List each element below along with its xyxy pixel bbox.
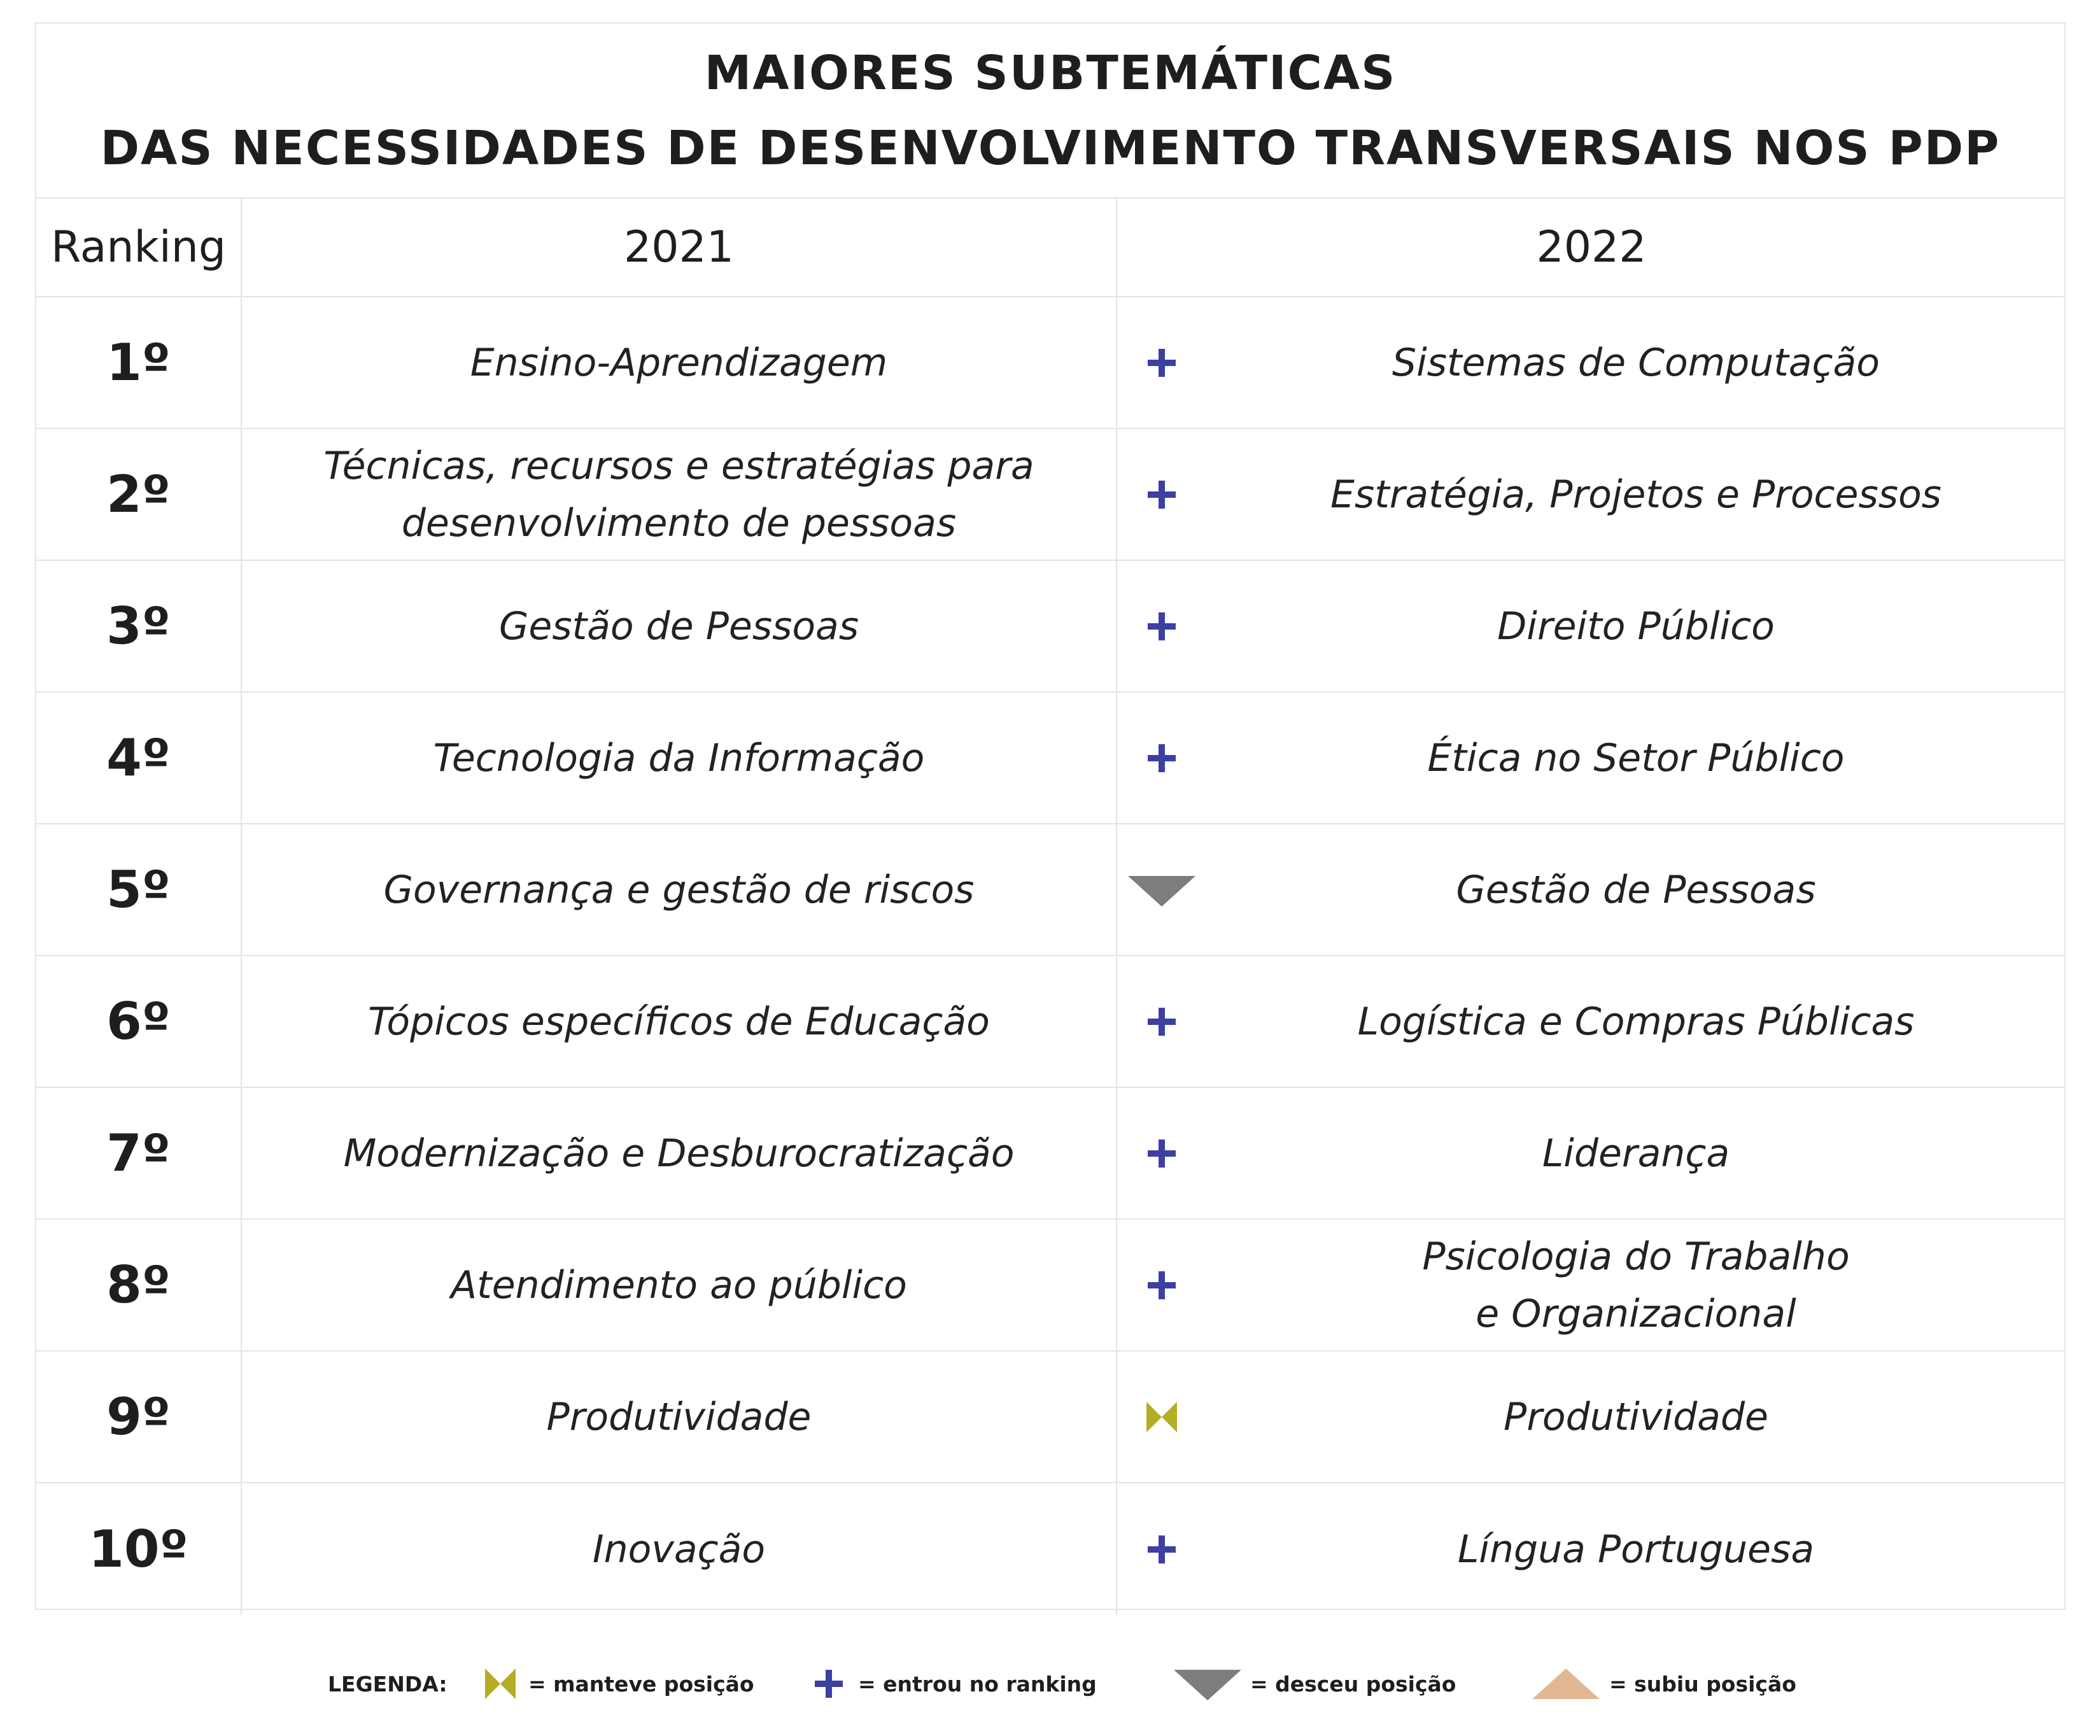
rank-cell — [36, 693, 242, 823]
plus-icon — [1117, 1088, 1206, 1218]
legend-up: = subiu posição — [1609, 1671, 1796, 1697]
item-2021: Inovação — [592, 1527, 766, 1572]
plus-icon — [1117, 693, 1206, 823]
item-2022: Estratégia, Projetos e Processos — [1330, 472, 1941, 517]
cell-2021 — [242, 297, 1117, 428]
legend-label: LEGENDA: — [328, 1671, 447, 1697]
item-2021: Gestão de Pessoas — [498, 603, 859, 649]
rank-value: 9º — [106, 1387, 171, 1446]
item-2022: Língua Portuguesa — [1457, 1527, 1815, 1572]
item-2022: Ética no Setor Público — [1427, 735, 1845, 780]
header-2022-label: 2022 — [1536, 222, 1647, 272]
page-title — [36, 24, 2064, 199]
bowtie-icon — [483, 1655, 518, 1712]
cell-2022 — [1206, 297, 2066, 428]
plus-icon — [1117, 297, 1206, 428]
ranking-table — [35, 22, 2066, 1610]
item-2021: Tópicos específicos de Educação — [368, 999, 990, 1044]
item-2022: Gestão de Pessoas — [1456, 867, 1816, 912]
cell-2022 — [1206, 824, 2066, 955]
table-row — [36, 429, 2064, 561]
rank-cell — [36, 561, 242, 691]
rank-value: 2º — [106, 465, 171, 524]
rank-value: 10º — [88, 1520, 188, 1579]
table-row — [36, 561, 2064, 693]
cell-2022 — [1206, 429, 2066, 560]
cell-2021 — [242, 956, 1117, 1087]
item-2022: Direito Público — [1497, 603, 1775, 649]
item-2021: Governança e gestão de riscos — [383, 867, 975, 912]
title-line-1: MAIORES SUBTEMÁTICAS — [704, 45, 1397, 101]
legend-entered: = entrou no ranking — [858, 1671, 1097, 1697]
legend — [0, 1655, 2100, 1712]
plus-icon — [1117, 1220, 1206, 1350]
cell-2021 — [242, 1483, 1117, 1615]
rank-cell — [36, 297, 242, 428]
cell-2022 — [1206, 693, 2066, 823]
rank-cell — [36, 1483, 242, 1615]
cell-2022 — [1206, 1088, 2066, 1218]
rank-value: 8º — [106, 1255, 171, 1315]
table-row — [36, 1483, 2064, 1615]
cell-2021 — [242, 429, 1117, 560]
header-ranking — [36, 199, 242, 296]
cell-2021 — [242, 1220, 1117, 1350]
cell-2022 — [1206, 1351, 2066, 1482]
item-2021: Ensino-Aprendizagem — [470, 340, 888, 385]
table-row — [36, 693, 2064, 824]
item-2022: Psicologia do Trabalho e Organizacional — [1422, 1234, 1850, 1336]
table-header — [36, 199, 2064, 297]
header-ranking-label: Ranking — [50, 222, 227, 272]
item-2021: Produtividade — [546, 1394, 812, 1439]
item-2022: Produtividade — [1504, 1394, 1768, 1439]
cell-2022 — [1206, 1483, 2066, 1615]
cell-2021 — [242, 1088, 1117, 1218]
rank-cell — [36, 1088, 242, 1218]
cell-2022 — [1206, 956, 2066, 1087]
title-line-2: DAS NECESSIDADES DE DESENVOLVIMENTO TRANSVERSAIS NOS PDP — [100, 120, 2001, 176]
triangle-down-icon — [1117, 824, 1206, 955]
triangle-down-icon — [1173, 1655, 1243, 1712]
rank-value: 5º — [106, 860, 171, 919]
rank-cell — [36, 1351, 242, 1482]
item-2021: Tecnologia da Informação — [433, 735, 925, 780]
legend-down: = desceu posição — [1250, 1671, 1456, 1697]
plus-icon — [1117, 429, 1206, 560]
table-row — [36, 956, 2064, 1088]
table-row — [36, 1088, 2064, 1220]
plus-icon — [1117, 1483, 1206, 1615]
rank-value: 3º — [106, 596, 171, 656]
bowtie-shape — [485, 1669, 500, 1699]
item-2022: Sistemas de Computação — [1392, 340, 1880, 385]
bowtie-icon — [1117, 1351, 1206, 1482]
item-2022: Logística e Compras Públicas — [1357, 999, 1915, 1044]
cell-2021 — [242, 561, 1117, 691]
header-2021 — [242, 199, 1117, 296]
rank-cell — [36, 429, 242, 560]
item-2021: Técnicas, recursos e estratégias para desenvolvimento de pessoas — [323, 443, 1034, 546]
rank-cell — [36, 824, 242, 955]
triangle-up-icon — [1531, 1655, 1601, 1712]
rank-value: 6º — [106, 992, 171, 1051]
plus-icon — [1117, 956, 1206, 1087]
rank-value: 7º — [106, 1124, 171, 1183]
item-2021: Atendimento ao público — [451, 1262, 907, 1308]
table-row — [36, 1220, 2064, 1351]
cell-2022 — [1206, 561, 2066, 691]
rank-value: 4º — [106, 728, 171, 787]
table-row — [36, 1351, 2064, 1483]
header-2021-label: 2021 — [623, 222, 735, 272]
rank-cell — [36, 1220, 242, 1350]
item-2022: Liderança — [1542, 1131, 1730, 1176]
rank-value: 1º — [106, 333, 171, 392]
cell-2022 — [1206, 1220, 2066, 1350]
header-2022 — [1117, 199, 2066, 296]
cell-2021 — [242, 824, 1117, 955]
table-row — [36, 824, 2064, 956]
item-2021: Modernização e Desburocratização — [343, 1131, 1015, 1176]
table-row — [36, 297, 2064, 429]
rank-cell — [36, 956, 242, 1087]
cell-2021 — [242, 693, 1117, 823]
legend-kept: = manteve posição — [528, 1671, 754, 1697]
cell-2021 — [242, 1351, 1117, 1482]
plus-icon — [814, 1655, 844, 1712]
plus-icon — [1117, 561, 1206, 691]
